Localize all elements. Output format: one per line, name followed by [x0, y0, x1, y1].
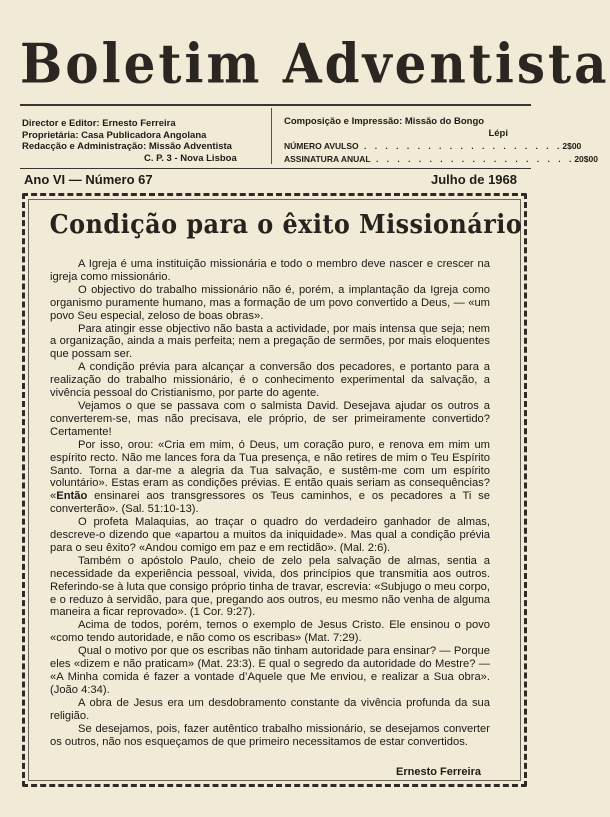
prayer-text-end: ensinarei aos transgressores os Teus caminhos, e os pecadores a Ti se converterão». (Sal. 51:10-13). [50, 490, 490, 516]
article-body [50, 258, 490, 748]
paragraph: A obra de Jesus era um desdobramento constante da vivência profunda da sua religião. [50, 696, 490, 722]
dot-leader: . . . . . . . . . . . . . . . . . . . [370, 153, 575, 164]
paragraph: O objectivo do trabalho missionário não é, porém, a implantação da Igreja como organismo puramente humano, mas a formação de um povo convertido a Deus, — «um povo Seu especial, zeloso de boas obras». [50, 283, 490, 322]
place-line: Lépi [488, 127, 508, 139]
paragraph: Para atingir esse objectivo não basta a actividade, por mais intensa que seja; nem a organização, ainda a mais perfeita; nem a pregação de sermões, por mais eloquentes que possam ser. [50, 322, 490, 361]
issue-date: Julho de 1968 [431, 172, 517, 187]
paragraph-prayer [50, 439, 490, 516]
masthead-title: Boletim Adventista [20, 31, 610, 96]
issue-number: Ano VI — Número 67 [24, 172, 153, 187]
paragraph: Vejamos o que se passava com o salmista David. Desejava ajudar os outros a converterem-se, mas não precisava, ele próprio, de ser primeiramente convertido? Certamente! [50, 399, 490, 438]
admin-line: Redacção e Administração: Missão Adventista [22, 141, 232, 152]
credits-block [22, 118, 268, 164]
masthead-rule [20, 104, 531, 106]
prayer-text: Por isso, orou: «Cria em mim, ó Deus, um coração puro, e renova em mim um espírito recto. Não me lances fora da Tua presença, e não retires de mim o Teu Espírito Santo. Torna a dar-me a alegria da Tua salvação, e sustêm-me com um espírito voluntário». Estas eram as condições prévias. E então quais seriam as consequências? « [50, 438, 490, 503]
printing-block [284, 116, 598, 164]
dot-leader: . . . . . . . . . . . . . . . . . . . [358, 141, 563, 151]
paragraph: Qual o motivo por que os escribas não tinham autoridade para ensinar? — Porque eles «dizem e não praticam» (Mat. 23:3). E qual o segredo da autoridade do Mestre? — «A Minha comida é fazer a vontade d’Aquele que Me enviou, e realizar a Sua obra». (João 4:34). [50, 645, 490, 696]
article-author: Ernesto Ferreira [396, 766, 481, 778]
article-title: Condição para o êxito Missionário [49, 210, 523, 240]
header-divider [271, 108, 272, 164]
single-price-value: 2$00 [562, 141, 582, 151]
paragraph: A condição prévia para alcançar a conversão dos pecadores, e portanto para a realização do trabalho missionário, é o conhecimento experimental da salvação, a vivência pessoal do Cristianismo, por parte do agente. [50, 361, 490, 400]
paragraph: Também o apóstolo Paulo, cheio de zelo pela salvação de almas, sentia a necessidade da experiência pessoal, vivida, dos princípios que transmitia aos outros. Referindo-se à luta que consigo próprio tinha de travar, escrevia: «Subjugo o meu corpo, e o reduzo à servidão, para que, pregando aos outros, eu mesmo não venha de alguma maneira a ficar reprovado». (1 Cor. 9:27). [50, 554, 490, 619]
paragraph: Se desejamos, pois, fazer autêntico trabalho missionário, se desejamos converter os outros, não nos esqueçamos de que primeiro necessitamos de estar convertidos. [50, 722, 490, 748]
annual-price-label: ASSINATURA ANUAL [284, 153, 371, 164]
address-line: C. P. 3 - Nova Lisboa [144, 152, 237, 164]
composition-line: Composição e Impressão: Missão do Bongo [284, 116, 485, 127]
annual-price-row [284, 153, 598, 165]
paragraph: A Igreja é uma instituição missionária e todo o membro deve nascer e crescer na igreja como missionário. [50, 258, 490, 283]
annual-price-value: 20$00 [574, 153, 598, 164]
emphasis-word: Então [56, 490, 88, 503]
paragraph: O profeta Malaquias, ao traçar o quadro do verdadeiro ganhador de almas, descreve-o dizendo que «apartou a muitos da iniquidade». Mas qual a condição prévia para o seu êxito? «Andou comigo em paz e em rectidão». (Mal. 2:6). [50, 516, 490, 554]
single-price-label: NÚMERO AVULSO [284, 141, 359, 151]
single-price-row [284, 141, 582, 152]
issue-rule [20, 168, 531, 169]
owner-line: Proprietária: Casa Publicadora Angolana [22, 129, 207, 141]
director-line: Director e Editor: Ernesto Ferreira [22, 118, 176, 129]
paragraph: Acima de todos, porém, temos o exemplo de Jesus Cristo. Ele ensinou o povo «como tendo autoridade, e não como os escribas» (Mat. 7:29). [50, 619, 490, 645]
